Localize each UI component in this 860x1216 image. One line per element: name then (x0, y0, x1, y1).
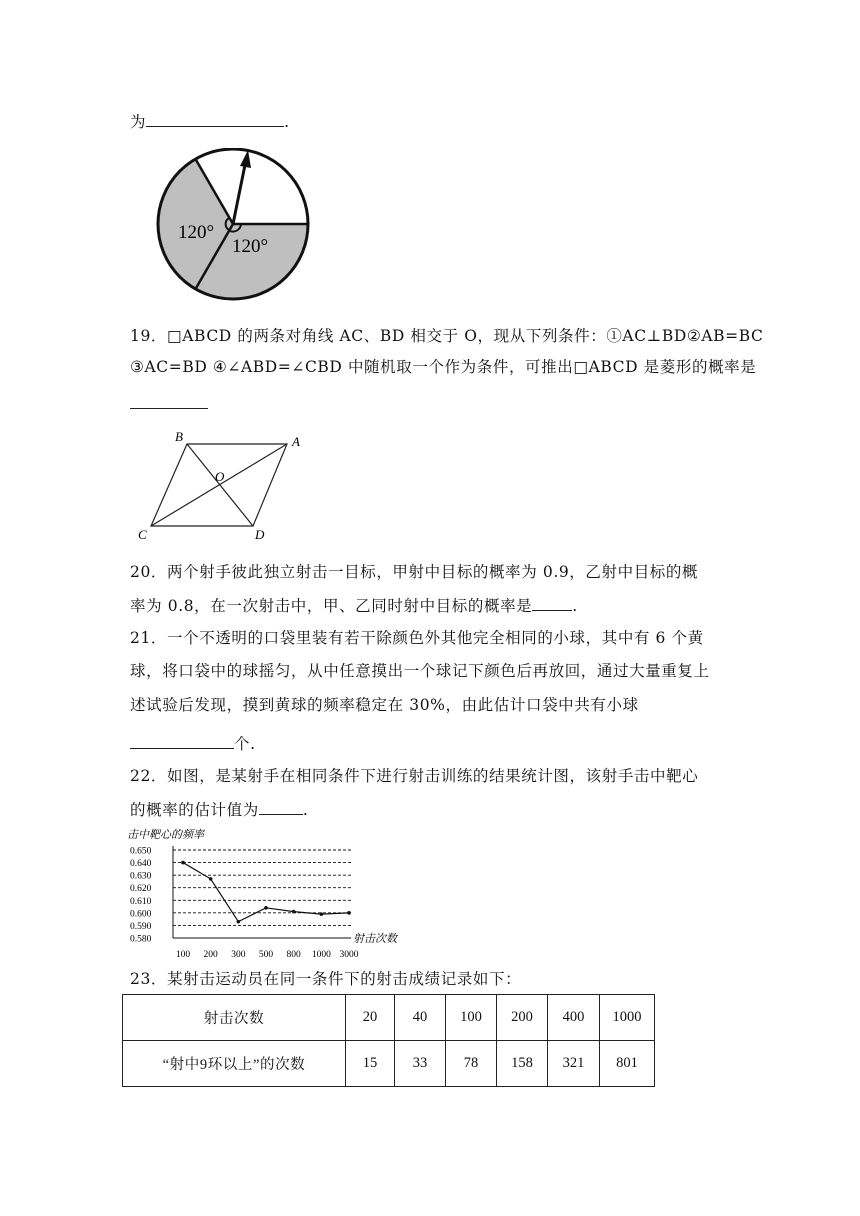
chart-x-tick-label: 300 (231, 950, 246, 960)
table-cell: 78 (446, 1041, 497, 1087)
center-label-o: O (215, 469, 225, 484)
table-cell: 1000 (600, 995, 655, 1041)
q19-line-2: ③AC=BD ④∠ABD=∠CBD 中随机取一个作为条件，可推出□ABCD 是菱形的概率是 (130, 358, 757, 376)
chart-y-tick-label: 0.640 (130, 859, 152, 870)
q22-answer-blank (259, 798, 303, 815)
diagonal-bd (187, 444, 253, 526)
q18-answer-line (130, 110, 290, 133)
vertex-label-b: B (175, 429, 183, 444)
table-cell: 15 (346, 1041, 395, 1087)
q21-line-3: 述试验后发现，摸到黄球的频率稳定在 30%，由此估计口袋中共有小球 (130, 696, 639, 714)
chart-y-axis-label: 击中靶心的频率 (127, 829, 204, 841)
table-row-label: “射中9环以上”的次数 (123, 1041, 346, 1087)
table-cell: 33 (395, 1041, 446, 1087)
chart-x-tick-label: 1000 (311, 950, 331, 960)
q20-line-2-text: 率为 0.8，在一次射击中，甲、乙同时射中目标的概率是 (130, 597, 533, 615)
chart-y-tick-label: 0.630 (130, 871, 152, 882)
spinner-pointer-arrowhead (240, 150, 251, 168)
q18-answer-blank (146, 110, 284, 127)
q21-line-4-suffix: 个. (234, 735, 256, 753)
chart-x-axis-label: 射击次数 (353, 933, 397, 945)
chart-x-tick-label: 100 (175, 950, 191, 960)
table-cell: 200 (497, 995, 548, 1041)
chart-y-tick-label: 0.580 (130, 934, 152, 945)
chart-x-tick-label: 500 (258, 950, 274, 960)
spinner-pointer (233, 160, 246, 224)
q21-answer-blank (130, 732, 234, 749)
q21-line-2: 球，将口袋中的球摇匀，从中任意摸出一个球记下颜色后再放回，通过大量重复上 (130, 662, 710, 680)
q20-line-1: 20．两个射手彼此独立射击一目标，甲射中目标的概率为 0.9，乙射中目标的概 (130, 563, 699, 581)
table-cell: 801 (600, 1041, 655, 1087)
q21-line-1: 21．一个不透明的口袋里装有若干除颜色外其他完全相同的小球，其中有 6 个黄 (130, 629, 704, 647)
chart-data-point (264, 906, 268, 910)
spinner-figure (150, 148, 320, 308)
parallelogram-figure (135, 428, 310, 543)
chart-y-tick-label: 0.600 (130, 909, 152, 920)
angle-label-right: 120° (232, 236, 269, 257)
chart-x-tick-label: 3000 (339, 950, 359, 960)
q18-suffix: . (284, 113, 290, 131)
q20-answer-blank (532, 594, 572, 611)
table-cell: 321 (548, 1041, 600, 1087)
chart-x-tick-label: 800 (286, 950, 301, 960)
chart-y-tick-label: 0.590 (130, 921, 152, 932)
chart-data-point (181, 861, 185, 865)
vertex-label-d: D (255, 527, 265, 542)
frequency-line-chart (125, 826, 415, 966)
table-cell: 100 (446, 995, 497, 1041)
q23-title: 23．某射击运动员在同一条件下的射击成绩记录如下： (130, 970, 522, 988)
table-row (123, 1041, 655, 1087)
chart-y-tick-label: 0.620 (130, 884, 152, 895)
chart-data-point (320, 912, 324, 916)
chart-x-tick-label: 200 (203, 950, 218, 960)
table-cell: 20 (346, 995, 395, 1041)
q19-line-1: 19．□ABCD 的两条对角线 AC、BD 相交于 O，现从下列条件：①AC⊥BD②AB=BC (130, 327, 764, 345)
q21-line-4 (130, 732, 256, 755)
chart-y-tick-label: 0.610 (130, 896, 152, 907)
chart-y-tick-label: 0.650 (130, 846, 152, 857)
chart-data-point (347, 911, 351, 915)
chart-data-point (209, 877, 213, 881)
q22-line-2 (130, 798, 308, 821)
vertex-label-a: A (292, 434, 300, 449)
table-cell: 40 (395, 995, 446, 1041)
table-cell: 158 (497, 1041, 548, 1087)
q19-answer-blank (130, 392, 208, 409)
table-cell: 400 (548, 995, 600, 1041)
table-row-label: 射击次数 (123, 995, 346, 1041)
q20-line-2 (130, 594, 578, 617)
q22-line-2-text: 的概率的估计值为 (130, 801, 259, 819)
q20-line-2-end: . (572, 597, 578, 615)
angle-label-left: 120° (178, 222, 215, 243)
chart-data-point (292, 910, 296, 914)
vertex-label-c: C (138, 527, 147, 542)
chart-data-point (237, 920, 241, 924)
q22-line-1: 22．如图，是某射手在相同条件下进行射击训练的结果统计图，该射手击中靶心 (130, 767, 699, 785)
q22-line-2-end: . (302, 801, 309, 819)
q18-prefix: 为 (130, 113, 147, 131)
shooting-record-table (122, 994, 655, 1087)
diagonal-ac (151, 444, 287, 526)
table-row (123, 995, 655, 1041)
